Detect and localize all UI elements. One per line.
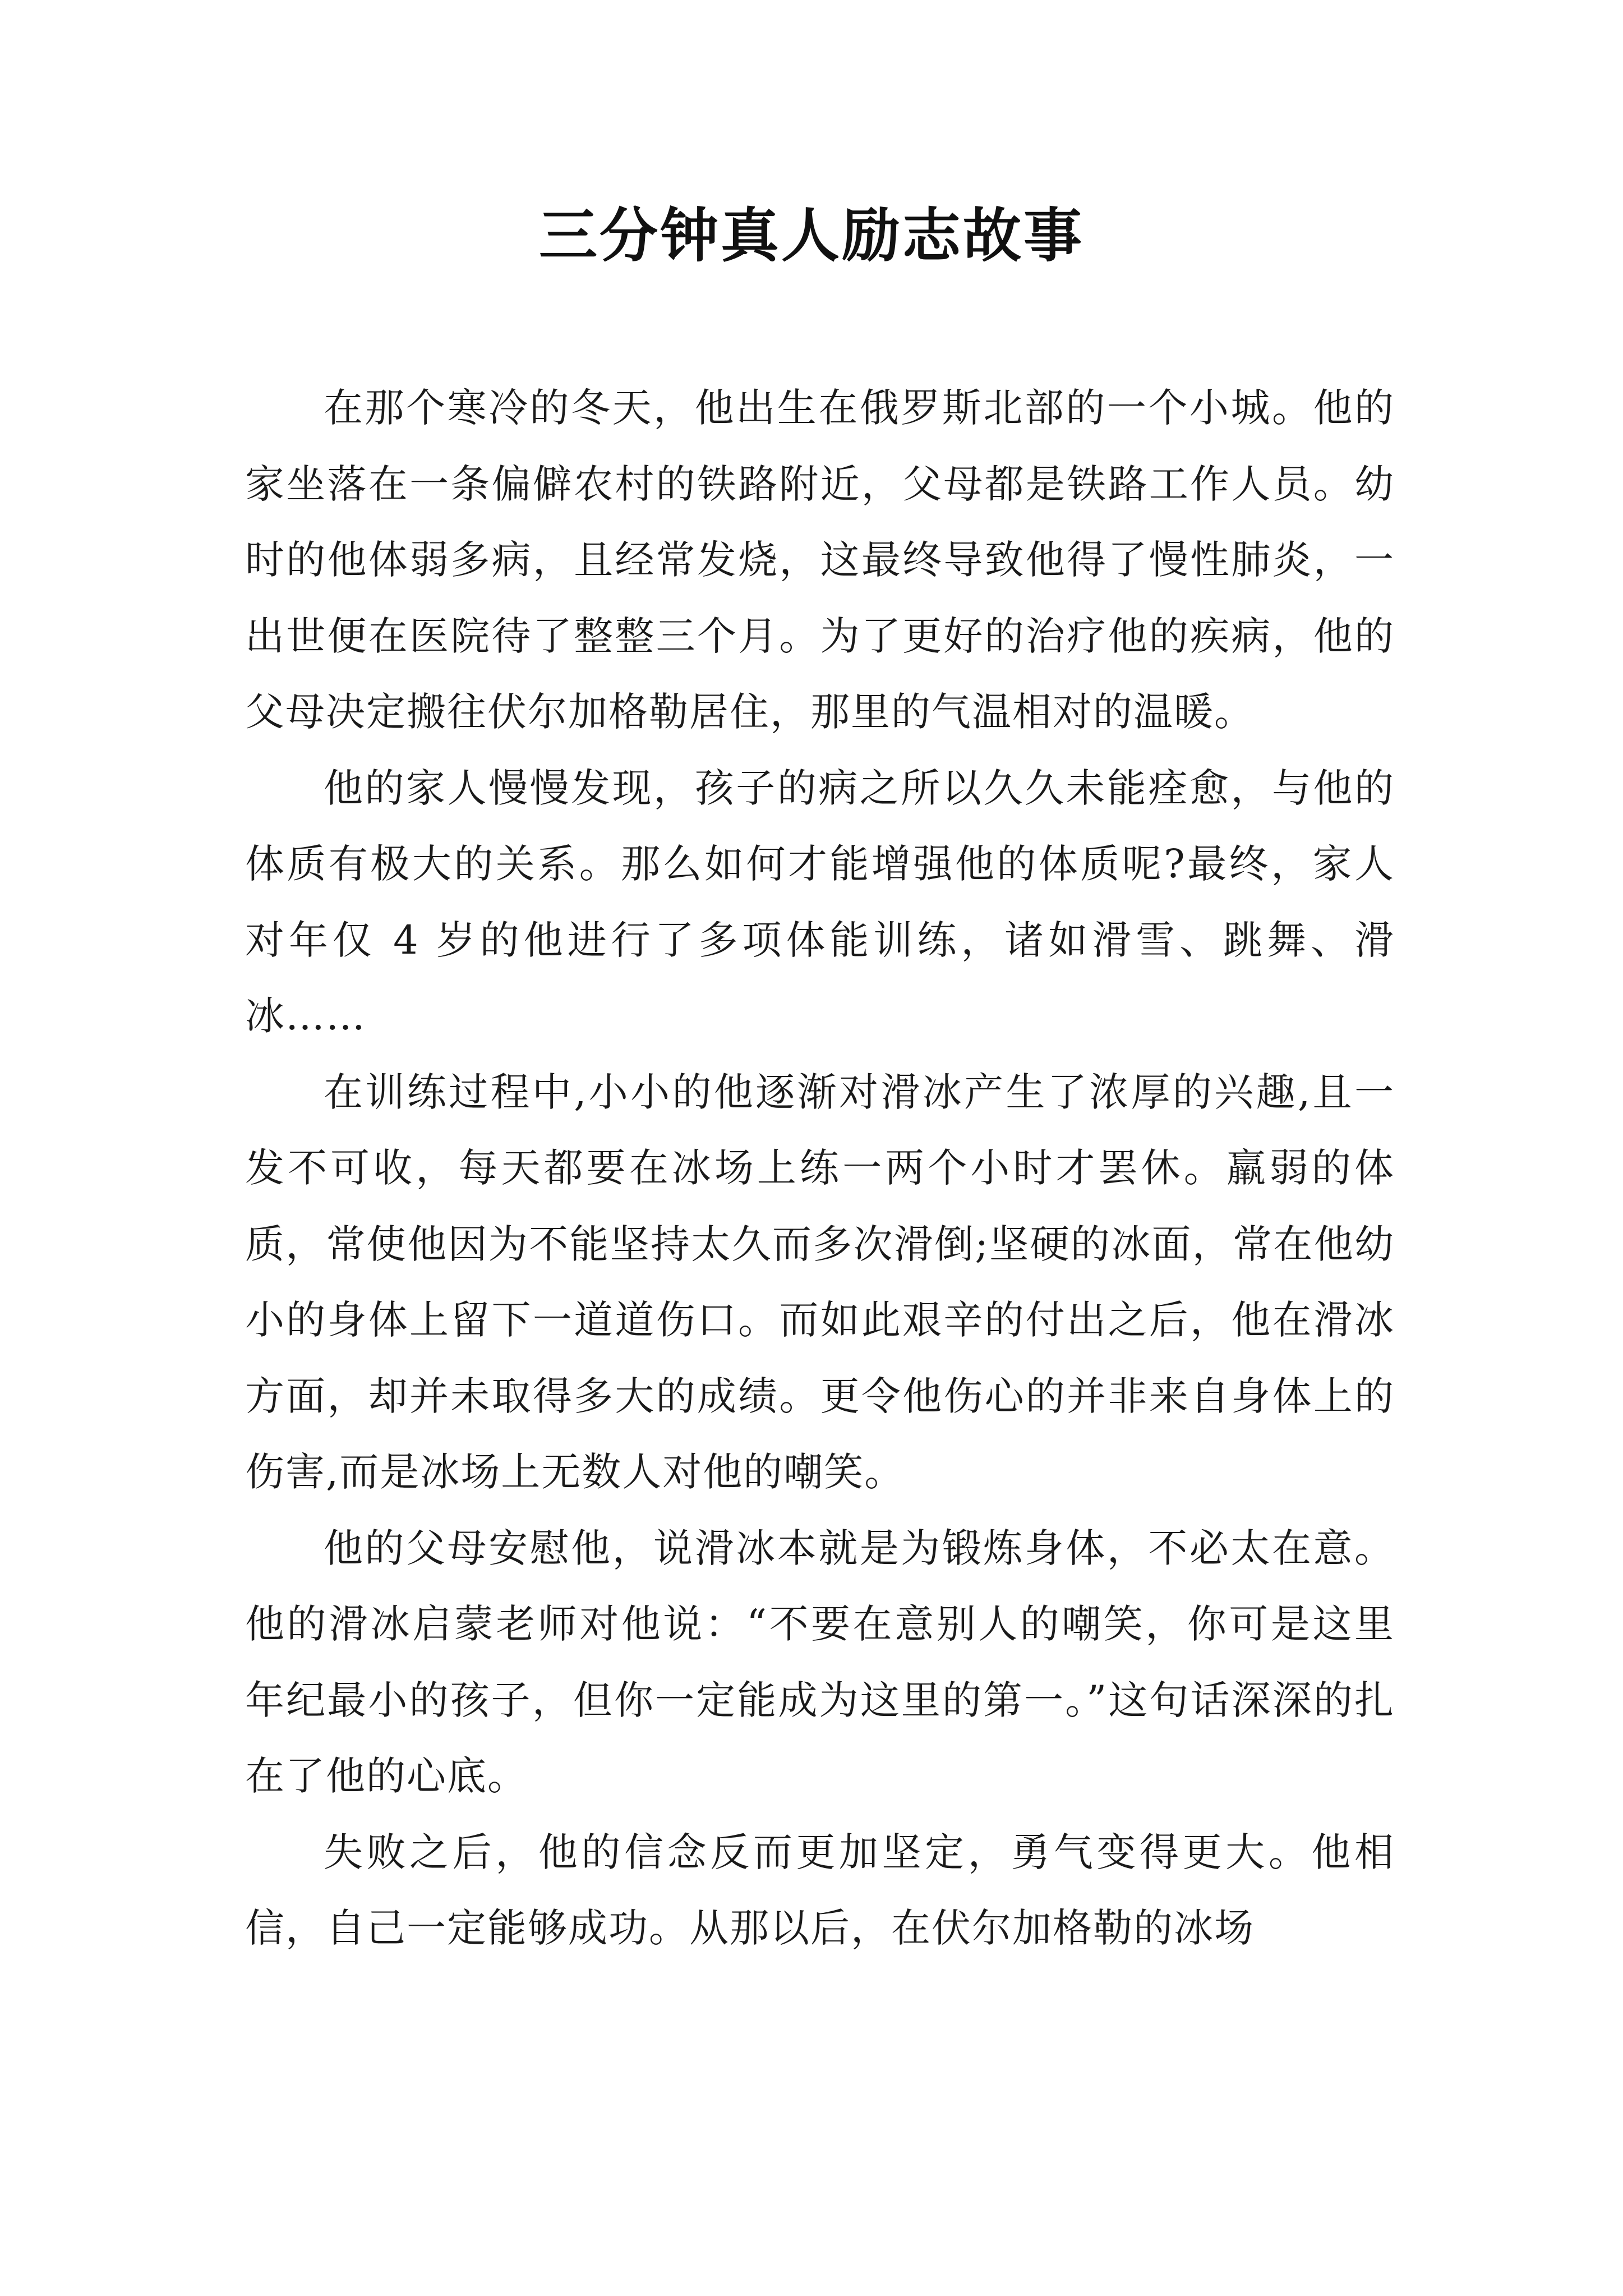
paragraph: 他的父母安慰他，说滑冰本就是为锻炼身体，不必太在意。他的滑冰启蒙老师对他说：“不要在意别人的嘲笑，你可是这里年纪最小的孩子，但你一定能成为这里的第一。”这句话深深的扎在了他的心底。 <box>245 1525 1395 1799</box>
document-title: 三分钟真人励志故事 <box>538 201 1084 270</box>
paragraph: 他的家人慢慢发现，孩子的病之所以久久未能痊愈，与他的体质有极大的关系。那么如何才能增强他的体质呢?最终，家人对年仅 4 岁的他进行了多项体能训练，诸如滑雪、跳舞、滑冰…… <box>245 765 1395 1039</box>
document-body <box>245 370 1395 1967</box>
paragraph: 在训练过程中,小小的他逐渐对滑冰产生了浓厚的兴趣,且一发不可收，每天都要在冰场上练一两个小时才罢休。羸弱的体质，常使他因为不能坚持太久而多次滑倒;坚硬的冰面，常在他幼小的身体上留下一道道伤口。而如此艰辛的付出之后，他在滑冰方面，却并未取得多大的成绩。更令他伤心的并非来自身体上的伤害,而是冰场上无数人对他的嘲笑。 <box>245 1069 1395 1495</box>
paragraph: 在那个寒冷的冬天，他出生在俄罗斯北部的一个小城。他的家坐落在一条偏僻农村的铁路附近，父母都是铁路工作人员。幼时的他体弱多病，且经常发烧，这最终导致他得了慢性肺炎，一出世便在医院待了整整三个月。为了更好的治疗他的疾病，他的父母决定搬往伏尔加格勒居住，那里的气温相对的温暖。 <box>245 385 1395 735</box>
paragraph: 失败之后，他的信念反而更加坚定，勇气变得更大。他相信，自己一定能够成功。从那以后，在伏尔加格勒的冰场 <box>245 1829 1395 1951</box>
